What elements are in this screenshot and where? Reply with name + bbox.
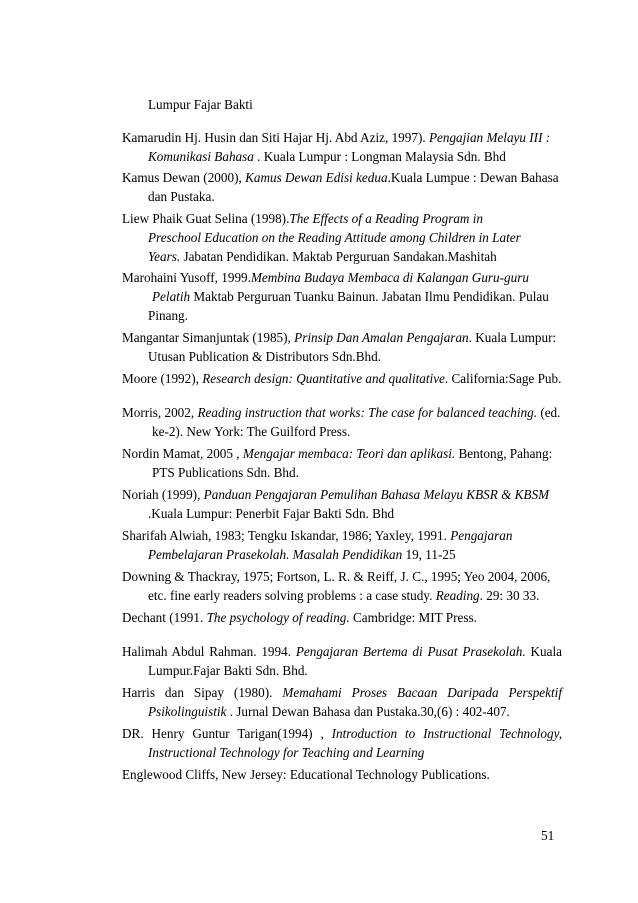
reference-line: Dechant (1991. The psychology of reading. Cambridge: MIT Press. [122,610,477,625]
reference-entry [122,526,562,564]
reference-title: Psikolinguistik [148,704,227,719]
reference-line: Downing & Thackray, 1975; Fortson, L. R. & Reiff, J. C., 1995; Yeo 2004, 2006, [122,569,551,584]
reference-entry [122,328,562,366]
reference-entry [122,608,562,627]
reference-entry [122,567,562,605]
reference-line: dan Pustaka. [148,189,215,204]
reference-entry [122,95,562,114]
reference-title: Membina Budaya Membaca di Kalangan Guru-guru [250,270,529,285]
reference-title: Reading [435,588,480,603]
reference-title: Pengajaran Bertema di Pusat Prasekolah. [295,644,526,659]
reference-entry [122,168,562,206]
reference-line: Morris, 2002, Reading instruction that works: The case for balanced teaching. (ed. [122,405,561,420]
reference-line: Englewood Cliffs, New Jersey: Educational Technology Publications. [122,767,490,782]
reference-line: Pinang. [148,308,188,323]
reference-line: Pembelajaran Prasekolah. Masalah Pendidikan 19, 11-25 [148,547,456,562]
reference-line: etc. fine early readers solving problems : a case study. Reading. 29: 30 33. [148,588,540,603]
reference-title: Introduction to Instructional Technology, [331,726,562,741]
reference-line: Years. Jabatan Pendidikan. Maktab Perguruan Sandakan.Mashitah [148,249,497,264]
reference-title: Panduan Pengajaran Pemulihan Bahasa Melayu KBSR & KBSM [203,487,550,502]
reference-title: Pengajian Melayu III : [428,130,551,145]
reference-title: Preschool Education on the Reading Attitude among Children in Later [148,230,521,245]
reference-entry [122,128,562,166]
reference-line: Mangantar Simanjuntak (1985), Prinsip Dan Amalan Pengajaran. Kuala Lumpur: [122,330,557,345]
reference-title: Memahami Proses Bacaan Daripada Perspektif [282,685,562,700]
reference-line: Sharifah Alwiah, 1983; Tengku Iskandar, 1986; Yaxley, 1991. Pengajaran [122,528,513,543]
reference-entry [122,403,562,441]
reference-entry [122,369,562,388]
reference-title: The psychology of reading. [206,610,350,625]
reference-entry [122,209,562,266]
reference-title: Pembelajaran Prasekolah. Masalah Pendidikan [148,547,403,562]
reference-line: .Kuala Lumpur: Penerbit Fajar Bakti Sdn. Bhd [148,506,395,521]
reference-line: Noriah (1999), Panduan Pengajaran Pemulihan Bahasa Melayu KBSR & KBSM [122,487,550,502]
reference-line [122,743,562,762]
reference-line: Lumpur.Fajar Bakti Sdn. Bhd. [148,663,308,678]
reference-line: ke-2). New York: The Guilford Press. [152,424,351,439]
reference-line: Lumpur Fajar Bakti [148,97,253,112]
reference-title: Years. [148,249,181,264]
reference-title: Mengajar membaca: Teori dan aplikasi. [242,446,456,461]
reference-line: Utusan Publication & Distributors Sdn.Bhd. [148,349,381,364]
page-number: 51 [541,828,555,843]
reference-title: Kamus Dewan Edisi kedua [245,170,388,185]
reference-entry [122,444,562,482]
reference-line: Moore (1992), Research design: Quantitative and qualitative. California:Sage Pub. [122,371,562,386]
reference-line: Kamarudin Hj. Husin dan Siti Hajar Hj. Abd Aziz, 1997). Pengajian Melayu III : [122,130,551,145]
reference-line: Psikolinguistik . Jurnal Dewan Bahasa dan Pustaka.30,(6) : 402-407. [148,704,510,719]
reference-title: Komunikasi Bahasa [148,149,254,164]
reference-line: Kamus Dewan (2000), Kamus Dewan Edisi kedua.Kuala Lumpue : Dewan Bahasa [122,170,559,185]
reference-entry [122,724,562,762]
reference-line: Halimah Abdul Rahman. 1994. Pengajaran Bertema di Pusat Prasekolah. Kuala [122,644,562,659]
reference-entry [122,485,562,523]
reference-title: Instructional Technology for Teaching and Learning [148,745,425,760]
reference-entry [122,683,562,721]
reference-line: Nordin Mamat, 2005 , Mengajar membaca: Teori dan aplikasi. Bentong, Pahang: [122,446,553,461]
reference-line: Pelatih Maktab Perguruan Tuanku Bainun. Jabatan Ilmu Pendidikan. Pulau [152,289,549,304]
reference-entry [122,268,562,325]
reference-line: Marohaini Yusoff, 1999.Membina Budaya Membaca di Kalangan Guru-guru [122,270,529,285]
reference-title: Research design: Quantitative and qualitative [202,371,445,386]
reference-entry [122,765,562,784]
reference-title: The Effects of a Reading Program in [289,211,484,226]
reference-line: Liew Phaik Guat Selina (1998).The Effects of a Reading Program in [122,211,484,226]
reference-line: PTS Publications Sdn. Bhd. [152,465,299,480]
reference-entry [122,642,562,680]
reference-line: Harris dan Sipay (1980). Memahami Proses Bacaan Daripada Perspektif [122,685,562,700]
reference-title: Prinsip Dan Amalan Pengajaran [294,330,469,345]
reference-line [122,228,562,247]
reference-title: Reading instruction that works: The case for balanced teaching. [197,405,538,420]
reference-line: DR. Henry Guntur Tarigan(1994) , Introduction to Instructional Technology, [122,726,562,741]
reference-title: Pengajaran [450,528,513,543]
reference-title: Pelatih [152,289,191,304]
reference-line: Komunikasi Bahasa . Kuala Lumpur : Longman Malaysia Sdn. Bhd [148,149,506,164]
